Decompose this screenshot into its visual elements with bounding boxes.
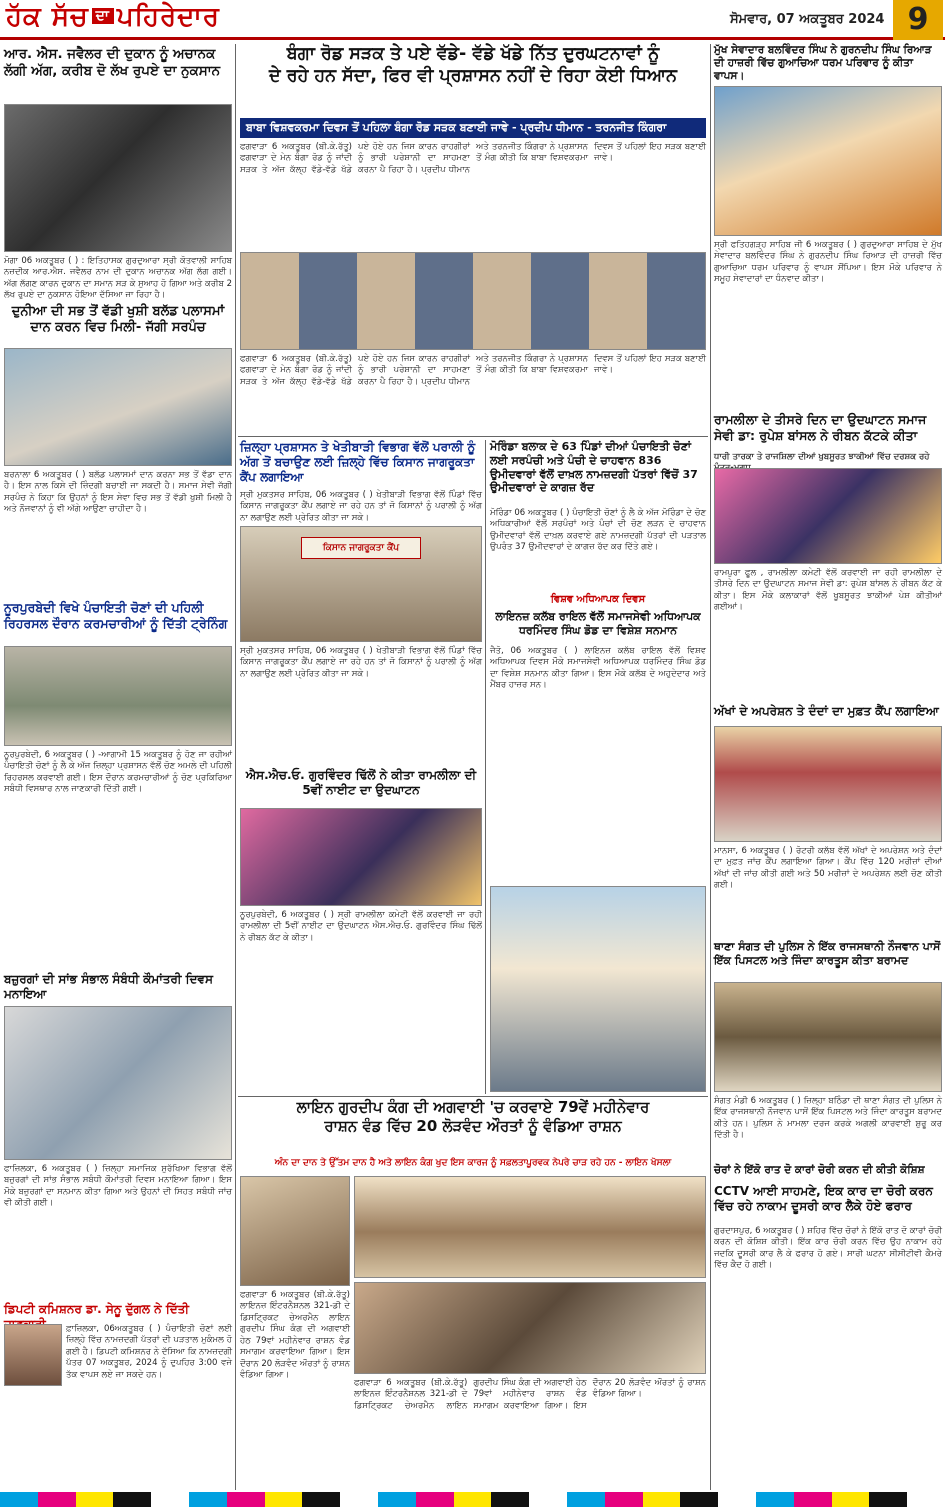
story-ration-headline-line2: ਰਾਸ਼ਨ ਵੰਡ ਵਿੱਚ 20 ਲੋੜਵੰਦ ਔਰਤਾਂ ਨੂੰ ਵੰਡਿਆ ਰਾਸ਼ਨ	[324, 1116, 622, 1135]
story-nominations-body: ਮੋਰਿੰਡਾ 06 ਅਕਤੂਬਰ ( ) ਪੰਚਾਇਤੀ ਚੋਣਾਂ ਨੂੰ ਲੈ ਕੇ ਅੱਜ ਮੋਰਿੰਡਾ ਦੇ ਚੋਣ ਅਧਿਕਾਰੀਆਂ ਵੱਲੋਂ ਸਰਪੰਚਾਂ ਅਤੇ ਪੰਚਾਂ ਦੀ ਚੋਣ ਲੜਨ ਦੇ ਚਾਹਵਾਨ ਉਮੀਦਵਾਰਾਂ ਵੱਲੋਂ ਦਾਖ਼ਲ ਕਰਵਾਏ ਗਏ ਨਾਮਜ਼ਦਗੀ ਪੱਤਰਾਂ ਦੀ ਪੜਤਾਲ ਉਪਰੰਤ 37 ਉਮੀਦਵਾਰਾਂ ਦੇ ਕਾਗਜ਼ ਰੱਦ ਕਰ ਦਿੱਤੇ ਗਏ।	[490, 508, 706, 553]
registration-swatch	[302, 1492, 340, 1507]
story-dharam-body: ਸ੍ਰੀ ਫਤਿਹਗੜ੍ਹ ਸਾਹਿਬ ਜੀ 6 ਅਕਤੂਬਰ ( ) ਗੁਰਦੁਆਰਾ ਸਾਹਿਬ ਦੇ ਮੁੱਖ ਸੇਵਾਦਾਰ ਬਲਵਿੰਦਰ ਸਿੰਘ ਨੇ ਗੁਰਨਦੀਪ ਸਿੰਘ ਰਿਆੜ ਦੀ ਹਾਜ਼ਰੀ ਵਿੱਚ ਗੁਆਚਿਆ ਧਰਮ ਪਰਿਵਾਰ ਨੂੰ ਵਾਪਸ ਸੌਂਪਿਆ। ਇਸ ਮੌਕੇ ਪਰਿਵਾਰ ਨੇ ਸਮੂਹ ਸੇਵਾਦਾਰਾਂ ਦਾ ਧੰਨਵਾਦ ਕੀਤਾ।	[714, 240, 942, 285]
story-police-headline: ਥਾਣਾ ਸੰਗਤ ਦੀ ਪੁਲਿਸ ਨੇ ਇੱਕ ਰਾਜਸਥਾਨੀ ਨੌਜਵਾਨ ਪਾਸੋਂ ਇੱਕ ਪਿਸਟਲ ਅਤੇ ਜਿੰਦਾ ਕਾਰਤੂਸ ਕੀਤਾ ਬਰਾਮਦ	[714, 940, 941, 967]
story-ramlila-day3-kicker: ਧਾਰੀ ਤਾਰਕਾ ਤੇ ਰਾਜਸ਼ਿਲਾ ਦੀਆਂ ਖੁਬਸੂਰਤ ਝਾਕੀਆਂ ਵਿੱਚ ਦਰਸ਼ਕ ਰਹੇ	[714, 452, 930, 462]
blood-donation-photo	[4, 348, 232, 466]
story-nominations-headline: ਮੋਰਿੰਡਾ ਬਲਾਕ ਦੇ 63 ਪਿੰਡਾਂ ਦੀਆਂ ਪੰਚਾਇਤੀ ਚੋਣਾਂ ਲਈ ਸਰਪੰਚੀ ਅਤੇ ਪੰਚੀ ਦੇ ਚਾਹਵਾਨ 836 ਉਮੀਦਵਾਰਾਂ ਵੱਲੋਂ ਦਾਖ਼ਲ ਨਾਮਜ਼ਦਗੀ ਪੱਤਰਾਂ ਵਿੱਚੋਂ 37 ਉਮੀਦਵਾਰਾਂ ਦੇ ਕਾਗਜ਼ ਰੱਦ	[490, 440, 698, 495]
registration-swatch	[113, 1492, 151, 1507]
story-ramlila-day3-headline-box	[714, 412, 942, 450]
registration-swatch	[680, 1492, 718, 1507]
column-divider	[710, 44, 711, 1490]
ration-photo-2	[354, 1176, 706, 1278]
main-story-body-cont: ਫਗਵਾੜਾ 6 ਅਕਤੂਬਰ (ਬੀ.ਕੇ.ਰੱਤੂ) ਫਗਵਾੜਾ ਦੇ ਮੇਨ ਬੰਗਾ ਰੋਡ ਨੂੰ ਜਾਂਦੀ ਸੜਕ ਤੇ ਅੱਜ ਕੱਲ੍ਹ ਵੱਡੇ-ਵੱਡੇ ਖੱਡੇ ਪਏ ਹੋਏ ਹਨ ਜਿਸ ਕਾਰਨ ਰਾਹਗੀਰਾਂ ਨੂੰ ਭਾਰੀ ਪਰੇਸ਼ਾਨੀ ਦਾ ਸਾਹਮਣਾ ਕਰਨਾ ਪੈ ਰਿਹਾ ਹੈ। ਪ੍ਰਦੀਪ ਧੀਮਾਨ ਅਤੇ ਤਰਨਜੀਤ ਕਿੰਗਰਾ ਨੇ ਪ੍ਰਸ਼ਾਸਨ ਤੋਂ ਮੰਗ ਕੀਤੀ ਕਿ ਬਾਬਾ ਵਿਸ਼ਵਕਰਮਾ ਦਿਵਸ ਤੋਂ ਪਹਿਲਾਂ ਇਹ ਸੜਕ ਬਣਾਈ ਜਾਵੇ।	[240, 354, 706, 387]
story-theft-body: ਗੁਰਦਾਸਪੁਰ, 6 ਅਕਤੂਬਰ ( ) ਸ਼ਹਿਰ ਵਿੱਚ ਚੋਰਾਂ ਨੇ ਇੱਕੋ ਰਾਤ ਦੋ ਕਾਰਾਂ ਚੋਰੀ ਕਰਨ ਦੀ ਕੋਸ਼ਿਸ਼ ਕੀਤੀ। ਇੱਕ ਕਾਰ ਚੋਰੀ ਕਰਨ ਵਿੱਚ ਉਹ ਨਾਕਾਮ ਰਹੇ ਜਦਕਿ ਦੂਸਰੀ ਕਾਰ ਲੈ ਕੇ ਫਰਾਰ ਹੋ ਗਏ। ਸਾਰੀ ਘਟਨਾ ਸੀਸੀਟੀਵੀ ਕੈਮਰੇ ਵਿੱਚ ਕੈਦ ਹੋ ਗਈ।	[714, 1226, 942, 1271]
story-theft-headline2-box	[714, 1184, 942, 1224]
registration-swatch	[0, 1492, 38, 1507]
main-kicker: ਬਾਬਾ ਵਿਸ਼ਵਕਰਮਾ ਦਿਵਸ ਤੋਂ ਪਹਿਲਾ ਬੰਗਾ ਰੋਡ ਸੜਕ ਬਣਾਈ ਜਾਵੇ - ਪ੍ਰਦੀਪ ਧੀਮਾਨ - ਤਰਨਜੀਤ ਕਿੰਗਰਾ	[240, 118, 706, 138]
story-teacher-body: ਜੈਤੋ, 06 ਅਕਤੂਬਰ ( ) ਲਾਇਨਜ਼ ਕਲੱਬ ਰਾਇਲ ਵੱਲੋਂ ਵਿਸ਼ਵ ਅਧਿਆਪਕ ਦਿਵਸ ਮੌਕੇ ਸਮਾਜਸੇਵੀ ਅਧਿਆਪਕ ਧਰਮਿੰਦਰ ਸਿੰਘ ਡੋਡ ਦਾ ਵਿਸ਼ੇਸ਼ ਸਨਮਾਨ ਕੀਤਾ ਗਿਆ। ਇਸ ਮੌਕੇ ਕਲੱਬ ਦੇ ਅਹੁਦੇਦਾਰ ਅਤੇ ਮੈਂਬਰ ਹਾਜ਼ਰ ਸਨ।	[490, 646, 706, 691]
main-story-portraits-photo	[240, 252, 706, 350]
registration-swatch	[832, 1492, 870, 1507]
column-divider	[485, 440, 486, 1094]
story-theft-headline1-box	[714, 1164, 942, 1182]
registration-swatch	[643, 1492, 681, 1507]
main-headline-line2: ਦੇ ਰਹੇ ਹਨ ਸੱਦਾ, ਫਿਰ ਵੀ ਪ੍ਰਸ਼ਾਸਨ ਨਹੀਂ ਦੇ ਰਿਹਾ ਕੋਈ ਧਿਆਨ	[269, 65, 677, 86]
story-eye-camp-body: ਮਾਨਸਾ, 6 ਅਕਤੂਬਰ ( ) ਰੋਟਰੀ ਕਲੱਬ ਵੱਲੋਂ ਅੱਖਾਂ ਦੇ ਅਪਰੇਸ਼ਨ ਅਤੇ ਦੰਦਾਂ ਦਾ ਮੁਫ਼ਤ ਜਾਂਚ ਕੈਂਪ ਲਗਾਇਆ ਗਿਆ। ਕੈਂਪ ਵਿੱਚ 120 ਮਰੀਜ਼ਾਂ ਦੀਆਂ ਅੱਖਾਂ ਦੀ ਜਾਂਚ ਕੀਤੀ ਗਈ ਅਤੇ 50 ਮਰੀਜ਼ਾਂ ਦੇ ਅਪਰੇਸ਼ਨ ਲਈ ਚੋਣ ਕੀਤੀ ਗਈ।	[714, 846, 942, 891]
story-training-body: ਨੂਰਪੁਰਬੇਦੀ, 6 ਅਕਤੂਬਰ ( ) -ਆਗਾਮੀ 15 ਅਕਤੂਬਰ ਨੂੰ ਹੋਣ ਜਾ ਰਹੀਆਂ ਪੰਚਾਇਤੀ ਚੋਣਾਂ ਨੂੰ ਲੈ ਕੇ ਅੱਜ ਜ਼ਿਲ੍ਹਾ ਪ੍ਰਸ਼ਾਸਨ ਵੱਲੋਂ ਚੋਣ ਅਮਲੇ ਦੀ ਪਹਿਲੀ ਰਿਹਰਸਲ ਕਰਵਾਈ ਗਈ। ਇਸ ਦੌਰਾਨ ਕਰਮਚਾਰੀਆਂ ਨੂੰ ਚੋਣ ਪ੍ਰਕਿਰਿਆ ਸਬੰਧੀ ਵਿਸਥਾਰ ਨਾਲ ਜਾਣਕਾਰੀ ਦਿੱਤੀ ਗਈ।	[4, 750, 232, 795]
registration-swatch	[38, 1492, 76, 1507]
story-eye-camp-headline: ਅੱਖਾਂ ਦੇ ਅਪਰੇਸ਼ਨ ਤੇ ਦੰਦਾਂ ਦਾ ਮੁਫ਼ਤ ਕੈਂਪ ਲਗਾਇਆ	[714, 704, 939, 718]
story-awareness-body: ਸ੍ਰੀ ਮੁਕਤਸਰ ਸਾਹਿਬ, 06 ਅਕਤੂਬਰ ( ) ਖੇਤੀਬਾੜੀ ਵਿਭਾਗ ਵੱਲੋਂ ਪਿੰਡਾਂ ਵਿੱਚ ਕਿਸਾਨ ਜਾਗਰੂਕਤਾ ਕੈਂਪ ਲਗਾਏ ਜਾ ਰਹੇ ਹਨ ਤਾਂ ਜੋ ਕਿਸਾਨਾਂ ਨੂੰ ਪਰਾਲੀ ਨੂੰ ਅੱਗ ਨਾ ਲਗਾਉਣ ਲਈ ਪ੍ਰੇਰਿਤ ਕੀਤਾ ਜਾ ਸਕੇ।	[240, 490, 482, 523]
story-theft-headline2: CCTV ਆਈ ਸਾਹਮਣੇ, ਇਕ ਕਾਰ ਦਾ ਚੋਰੀ ਕਰਨ ਵਿੱਚ ਰਹੇ ਨਾਕਾਮ ਦੂਸਰੀ ਕਾਰ ਲੈਕੇ ਹੋਏ ਫਰਾਰ	[714, 1184, 933, 1213]
registration-color-bar	[0, 1492, 945, 1507]
story-blood-body: ਬਰਨਾਲਾ 6 ਅਕਤੂਬਰ ( ) ਬਲੱਡ ਪਲਾਸਮਾਂ ਦਾਨ ਕਰਨਾ ਸਭ ਤੋਂ ਵੱਡਾ ਦਾਨ ਹੈ। ਇਸ ਨਾਲ ਕਿਸੇ ਦੀ ਜ਼ਿੰਦਗੀ ਬਚਾਈ ਜਾ ਸਕਦੀ ਹੈ। ਸਮਾਜ ਸੇਵੀ ਜੱਗੀ ਸਰਪੰਚ ਨੇ ਕਿਹਾ ਕਿ ਉਹਨਾਂ ਨੂੰ ਇਸ ਸੇਵਾ ਵਿਚ ਸਭ ਤੋਂ ਵੱਡੀ ਖੁਸ਼ੀ ਮਿਲੀ ਹੈ ਅਤੇ ਨੌਜਵਾਨਾਂ ਨੂੰ ਵੀ ਅੱਗੇ ਆਉਣਾ ਚਾਹੀਦਾ ਹੈ।	[4, 470, 232, 515]
registration-swatch	[227, 1492, 265, 1507]
registration-swatch	[491, 1492, 529, 1507]
story-ramlila-nite-headline: ਐਸ.ਐਚ.ਓ. ਗੁਰਵਿੰਦਰ ਢਿੱਲੋਂ ਨੇ ਕੀਤਾ ਰਾਮਲੀਲਾ ਦੀ 5ਵੀਂ ਨਾਈਟ ਦਾ ਉਦਘਾਟਨ	[245, 768, 477, 797]
story-teacher-kicker-box	[490, 594, 706, 608]
logo-mid: ਦਾ	[92, 8, 114, 24]
story-awareness-headline: ਜ਼ਿਲ੍ਹਾ ਪ੍ਰਸ਼ਾਸਨ ਤੇ ਖੇਤੀਬਾੜੀ ਵਿਭਾਗ ਵੱਲੋਂ ਪਰਾਲੀ ਨੂੰ ਅੱਗ ਤੋਂ ਬਚਾਉਣ ਲਈ ਜ਼ਿਲ੍ਹੇ ਵਿੱਚ ਕਿਸਾਨ ਜਾਗਰੂਕਤਾ ਕੈਂਪ ਲਗਾਇਆ	[240, 440, 476, 484]
story-ration-headline-box	[240, 1098, 706, 1158]
fire-photo	[4, 104, 232, 252]
registration-swatch	[869, 1492, 907, 1507]
registration-swatch	[189, 1492, 227, 1507]
story-training-headline: ਨੂਰਪੁਰਬੇਦੀ ਵਿਖੇ ਪੰਚਾਇਤੀ ਚੋਣਾਂ ਦੀ ਪਹਿਲੀ ਰਿਹਰਸਲ ਦੌਰਾਨ ਕਰਮਚਾਰੀਆਂ ਨੂੰ ਦਿੱਤੀ ਟ੍ਰੇਨਿੰਗ	[4, 600, 228, 631]
story-dharam-headline-box	[714, 44, 942, 84]
logo-left: ਹੱਕ ਸੱਚ	[6, 2, 89, 32]
masthead	[0, 0, 945, 40]
story-elders-body: ਫਾਜ਼ਿਲਕਾ, 6 ਅਕਤੂਬਰ ( ) ਜ਼ਿਲ੍ਹਾ ਸਮਾਜਿਕ ਸੁਰੱਖਿਆ ਵਿਭਾਗ ਵੱਲੋਂ ਬਜ਼ੁਰਗਾਂ ਦੀ ਸਾਂਭ ਸੰਭਾਲ ਸਬੰਧੀ ਕੌਮਾਂਤਰੀ ਦਿਵਸ ਮਨਾਇਆ ਗਿਆ। ਇਸ ਮੌਕੇ ਬਜ਼ੁਰਗਾਂ ਦਾ ਸਨਮਾਨ ਕੀਤਾ ਗਿਆ ਅਤੇ ਉਹਨਾਂ ਦੀ ਸਿਹਤ ਸਬੰਧੀ ਜਾਂਚ ਵੀ ਕੀਤੀ ਗਈ।	[4, 1164, 232, 1209]
story-dc-headline: ਡਿਪਟੀ ਕਮਿਸ਼ਨਰ ਡਾ. ਸੇਨੂ ਦੁੱਗਲ ਨੇ ਦਿੱਤੀ	[4, 1302, 189, 1316]
registration-swatch	[529, 1492, 567, 1507]
story-ramlila-nite-body: ਨੂਰਪੁਰਬੇਦੀ, 6 ਅਕਤੂਬਰ ( ) ਸ੍ਰੀ ਰਾਮਲੀਲਾ ਕਮੇਟੀ ਵੱਲੋਂ ਕਰਵਾਈ ਜਾ ਰਹੀ ਰਾਮਲੀਲਾ ਦੀ 5ਵੀਂ ਨਾਈਟ ਦਾ ਉਦਘਾਟਨ ਐਸ.ਐਚ.ਓ. ਗੁਰਵਿੰਦਰ ਸਿੰਘ ਢਿੱਲੋਂ ਨੇ ਰੀਬਨ ਕੱਟ ਕੇ ਕੀਤਾ।	[240, 910, 482, 943]
ration-photo-1	[240, 1176, 350, 1286]
registration-swatch	[340, 1492, 378, 1507]
story-ramlila-day3-headline: ਰਾਮਲੀਲਾ ਦੇ ਤੀਸਰੇ ਦਿਨ ਦਾ ਉਦਘਾਟਨ ਸਮਾਜ ਸੇਵੀ ਡਾ: ਰੁਪੇਸ਼ ਬਾਂਸਲ ਨੇ ਰੀਬਨ ਕੱਟਕੇ ਕੀਤਾ	[714, 412, 927, 443]
story-ration-body-cont: ਫਗਵਾੜਾ 6 ਅਕਤੂਬਰ (ਬੀ.ਕੇ.ਰੱਤੂ) ਲਾਇਨਜ਼ ਇੰਟਰਨੈਸ਼ਨਲ 321-ਡੀ ਦੇ ਡਿਸਟ੍ਰਿਕਟ ਚੇਅਰਮੈਨ ਲਾਇਨ ਗੁਰਦੀਪ ਸਿੰਘ ਕੰਗ ਦੀ ਅਗਵਾਈ ਹੇਠ 79ਵਾਂ ਮਹੀਨੇਵਾਰ ਰਾਸ਼ਨ ਵੰਡ ਸਮਾਗਮ ਕਰਵਾਇਆ ਗਿਆ। ਇਸ ਦੌਰਾਨ 20 ਲੋੜਵੰਦ ਔਰਤਾਂ ਨੂੰ ਰਾਸ਼ਨ ਵੰਡਿਆ ਗਿਆ।	[354, 1378, 706, 1411]
registration-swatch	[378, 1492, 416, 1507]
registration-swatch	[756, 1492, 794, 1507]
police-recovery-photo	[714, 982, 942, 1092]
story-dharam-headline: ਮੁੱਖ ਸੇਵਾਦਾਰ ਬਲਵਿੰਦਰ ਸਿੰਘ ਨੇ ਗੁਰਨਦੀਪ ਸਿੰਘ ਰਿਆੜ ਦੀ ਹਾਜ਼ਰੀ ਵਿੱਚ ਗੁਆਚਿਆ ਧਰਮ ਪਰਿਵਾਰ ਨੂੰ ਕੀਤਾ ਵਾਪਸ।	[714, 44, 932, 83]
dc-portrait-photo	[4, 1324, 62, 1386]
story-police-headline-box	[714, 940, 942, 980]
story-elders-headline-box	[4, 972, 232, 1008]
awareness-camp-photo	[240, 526, 482, 642]
section-divider	[238, 436, 708, 437]
story-dc-headline-box	[4, 1302, 232, 1322]
story-teacher-kicker: ਵਿਸ਼ਵ ਅਧਿਆਪਕ ਦਿਵਸ	[550, 594, 646, 605]
story-awareness-headline-box	[240, 440, 482, 490]
main-story-body: ਫਗਵਾੜਾ 6 ਅਕਤੂਬਰ (ਬੀ.ਕੇ.ਰੱਤੂ) ਫਗਵਾੜਾ ਦੇ ਮੇਨ ਬੰਗਾ ਰੋਡ ਨੂੰ ਜਾਂਦੀ ਸੜਕ ਤੇ ਅੱਜ ਕੱਲ੍ਹ ਵੱਡੇ-ਵੱਡੇ ਖੱਡੇ ਪਏ ਹੋਏ ਹਨ ਜਿਸ ਕਾਰਨ ਰਾਹਗੀਰਾਂ ਨੂੰ ਭਾਰੀ ਪਰੇਸ਼ਾਨੀ ਦਾ ਸਾਹਮਣਾ ਕਰਨਾ ਪੈ ਰਿਹਾ ਹੈ। ਪ੍ਰਦੀਪ ਧੀਮਾਨ ਅਤੇ ਤਰਨਜੀਤ ਕਿੰਗਰਾ ਨੇ ਪ੍ਰਸ਼ਾਸਨ ਤੋਂ ਮੰਗ ਕੀਤੀ ਕਿ ਬਾਬਾ ਵਿਸ਼ਵਕਰਮਾ ਦਿਵਸ ਤੋਂ ਪਹਿਲਾਂ ਇਹ ਸੜਕ ਬਣਾਈ ਜਾਵੇ।	[240, 142, 706, 175]
story-ration-headline-line1: ਲਾਇਨ ਗੁਰਦੀਪ ਕੰਗ ਦੀ ਅਗਵਾਈ 'ਚ ਕਰਵਾਏ 79ਵੇਂ ਮਹੀਨੇਵਾਰ	[296, 1098, 650, 1116]
registration-swatch	[567, 1492, 605, 1507]
registration-swatch	[794, 1492, 832, 1507]
story-fire-headline: ਆਰ. ਐਸ. ਜਵੈਲਰ ਦੀ ਦੁਕਾਨ ਨੂੰ ਅਚਾਨਕ ਲੱਗੀ ਅੱਗ, ਕਰੀਬ ਦੋ ਲੱਖ ਰੁਪਏ ਦਾ ਨੁਕਸਾਨ	[4, 46, 221, 79]
column-divider	[235, 44, 236, 1490]
ramlila-day3-photo	[714, 468, 942, 564]
camp-banner-sign: ਕਿਸਾਨ ਜਾਗਰੂਕਤਾ ਕੈਂਪ	[301, 537, 421, 559]
elders-day-photo	[4, 1006, 232, 1160]
dharam-parivar-photo	[714, 86, 942, 236]
story-fire-headline-box	[4, 46, 232, 106]
story-dc-body: ਫ਼ਾਜ਼ਿਲਕਾ, 06ਅਕਤੂਬਰ ( ) ਪੰਚਾਇਤੀ ਚੋਣਾਂ ਲਈ ਜ਼ਿਲ੍ਹੇ ਵਿੱਚ ਨਾਮਜ਼ਦਗੀ ਪੱਤਰਾਂ ਦੀ ਪੜਤਾਲ ਮੁਕੰਮਲ ਹੋ ਗਈ ਹੈ। ਡਿਪਟੀ ਕਮਿਸ਼ਨਰ ਨੇ ਦੱਸਿਆ ਕਿ ਨਾਮਜ਼ਦਗੀ ਪੱਤਰ 07 ਅਕਤੂਬਰ, 2024 ਨੂੰ ਦੁਪਹਿਰ 3:00 ਵਜੇ ਤੱਕ ਵਾਪਸ ਲਏ ਜਾ ਸਕਦੇ ਹਨ।	[66, 1324, 232, 1380]
main-headline-box	[240, 44, 706, 116]
story-ramlila-day3-kicker-box	[714, 452, 942, 466]
newspaper-logo	[6, 2, 220, 33]
story-theft-headline1: ਚੋਰਾਂ ਨੇ ਇੱਕੋ ਰਾਤ ਦੋ ਕਾਰਾਂ ਚੋਰੀ ਕਰਨ ਦੀ ਕੀਤੀ ਕੋਸ਼ਿਸ਼	[714, 1164, 925, 1176]
story-blood-headline: ਦੁਨੀਆ ਦੀ ਸਭ ਤੋਂ ਵੱਡੀ ਖੁਸ਼ੀ ਬਲੱਡ ਪਲਾਸਮਾਂ ਦਾਨ ਕਰਨ ਵਿਚ ਮਿਲੀ- ਜੱਗੀ ਸਰਪੰਚ	[11, 304, 225, 336]
section-divider	[238, 1096, 708, 1097]
registration-swatch	[454, 1492, 492, 1507]
main-headline-line1: ਬੰਗਾ ਰੋਡ ਸੜਕ ਤੇ ਪਏ ਵੱਡੇ- ਵੱਡੇ ਖੱਡੇ ਨਿੱਤ ਦੁਰਘਟਨਾਵਾਂ ਨੂੰ	[286, 44, 660, 64]
page-number: 9	[893, 0, 943, 40]
registration-swatch	[151, 1492, 189, 1507]
registration-swatch	[416, 1492, 454, 1507]
story-eye-camp-headline-box	[714, 704, 942, 724]
registration-swatch	[605, 1492, 643, 1507]
story-ration-body: ਫਗਵਾੜਾ 6 ਅਕਤੂਬਰ (ਬੀ.ਕੇ.ਰੱਤੂ) ਲਾਇਨਜ਼ ਇੰਟਰਨੈਸ਼ਨਲ 321-ਡੀ ਦੇ ਡਿਸਟ੍ਰਿਕਟ ਚੇਅਰਮੈਨ ਲਾਇਨ ਗੁਰਦੀਪ ਸਿੰਘ ਕੰਗ ਦੀ ਅਗਵਾਈ ਹੇਠ 79ਵਾਂ ਮਹੀਨੇਵਾਰ ਰਾਸ਼ਨ ਵੰਡ ਸਮਾਗਮ ਕਰਵਾਇਆ ਗਿਆ। ਇਸ ਦੌਰਾਨ 20 ਲੋੜਵੰਦ ਔਰਤਾਂ ਨੂੰ ਰਾਸ਼ਨ ਵੰਡਿਆ ਗਿਆ।	[240, 1290, 350, 1381]
ramlila-nite-photo	[240, 808, 482, 906]
logo-right: ਪਹਿਰੇਦਾਰ	[116, 2, 220, 32]
registration-swatch	[265, 1492, 303, 1507]
story-nominations-headline-box	[490, 440, 706, 506]
story-teacher-headline-box	[490, 610, 706, 644]
story-ration-kicker-box	[240, 1158, 706, 1174]
story-fire-body: ਮੋਗਾ 06 ਅਕਤੂਬਰ ( ) : ਇਤਿਹਾਸਕ ਗੁਰਦੁਆਰਾ ਸ੍ਰੀ ਕੋਤਵਾਲੀ ਸਾਹਿਬ ਨਜ਼ਦੀਕ ਆਰ.ਐਸ. ਜਵੈਲਰ ਨਾਮ ਦੀ ਦੁਕਾਨ ਅਚਾਨਕ ਅੱਗ ਲੱਗ ਗਈ। ਅੱਗ ਲੱਗਣ ਕਾਰਨ ਦੁਕਾਨ ਦਾ ਸਮਾਨ ਸੜ ਕੇ ਸੁਆਹ ਹੋ ਗਿਆ ਅਤੇ ਕਰੀਬ 2 ਲੱਖ ਰੁਪਏ ਦਾ ਨੁਕਸਾਨ ਹੋਇਆ ਦੱਸਿਆ ਜਾ ਰਿਹਾ ਹੈ।	[4, 256, 232, 301]
story-ramlila-nite-headline-box	[240, 768, 482, 806]
dateline: ਸੋਮਵਾਰ, 07 ਅਕਤੂਬਰ 2024	[730, 12, 885, 27]
story-ramlila-day3-body: ਰਾਮਪੁਰਾ ਫੂਲ , ਰਾਮਲੀਲਾ ਕਮੇਟੀ ਵੱਲੋਂ ਕਰਵਾਈ ਜਾ ਰਹੀ ਰਾਮਲੀਲਾ ਦੇ ਤੀਸਰੇ ਦਿਨ ਦਾ ਉਦਘਾਟਨ ਸਮਾਜ ਸੇਵੀ ਡਾ: ਰੁਪੇਸ਼ ਬਾਂਸਲ ਨੇ ਰੀਬਨ ਕੱਟ ਕੇ ਕੀਤਾ। ਇਸ ਮੌਕੇ ਕਲਾਕਾਰਾਂ ਵੱਲੋਂ ਖੂਬਸੂਰਤ ਝਾਕੀਆਂ ਪੇਸ਼ ਕੀਤੀਆਂ ਗਈਆਂ।	[714, 568, 942, 613]
teacher-honour-photo	[490, 886, 706, 1092]
registration-swatch	[907, 1492, 945, 1507]
story-police-body: ਸੰਗਤ ਮੰਡੀ 6 ਅਕਤੂਬਰ ( ) ਜ਼ਿਲ੍ਹਾ ਬਠਿੰਡਾ ਦੀ ਥਾਣਾ ਸੰਗਤ ਦੀ ਪੁਲਿਸ ਨੇ ਇੱਕ ਰਾਜਸਥਾਨੀ ਨੌਜਵਾਨ ਪਾਸੋਂ ਇੱਕ ਪਿਸਟਲ ਅਤੇ ਜਿੰਦਾ ਕਾਰਤੂਸ ਬਰਾਮਦ ਕੀਤੇ ਹਨ। ਪੁਲਿਸ ਨੇ ਮਾਮਲਾ ਦਰਜ ਕਰਕੇ ਅਗਲੀ ਕਾਰਵਾਈ ਸ਼ੁਰੂ ਕਰ ਦਿੱਤੀ ਹੈ।	[714, 1096, 942, 1141]
story-training-headline-box	[4, 600, 232, 644]
eye-camp-photo	[714, 726, 942, 842]
registration-swatch	[76, 1492, 114, 1507]
ration-photo-3	[354, 1282, 706, 1374]
story-blood-headline-box	[4, 304, 232, 348]
registration-swatch	[718, 1492, 756, 1507]
story-awareness-body-cont: ਸ੍ਰੀ ਮੁਕਤਸਰ ਸਾਹਿਬ, 06 ਅਕਤੂਬਰ ( ) ਖੇਤੀਬਾੜੀ ਵਿਭਾਗ ਵੱਲੋਂ ਪਿੰਡਾਂ ਵਿੱਚ ਕਿਸਾਨ ਜਾਗਰੂਕਤਾ ਕੈਂਪ ਲਗਾਏ ਜਾ ਰਹੇ ਹਨ ਤਾਂ ਜੋ ਕਿਸਾਨਾਂ ਨੂੰ ਪਰਾਲੀ ਨੂੰ ਅੱਗ ਨਾ ਲਗਾਉਣ ਲਈ ਪ੍ਰੇਰਿਤ ਕੀਤਾ ਜਾ ਸਕੇ।	[240, 646, 482, 679]
story-elders-headline: ਬਜ਼ੁਰਗਾਂ ਦੀ ਸਾਂਭ ਸੰਭਾਲ ਸੰਬੰਧੀ ਕੌਮਾਂਤਰੀ ਦਿਵਸ ਮਨਾਇਆ	[4, 972, 213, 1001]
story-teacher-headline: ਲਾਇਨਜ਼ ਕਲੱਬ ਰਾਇਲ ਵੱਲੋਂ ਸਮਾਜਸੇਵੀ ਅਧਿਆਪਕ ਧਰਮਿੰਦਰ ਸਿੰਘ ਡੋਡ ਦਾ ਵਿਸ਼ੇਸ਼ ਸਨਮਾਨ	[495, 610, 701, 637]
training-photo	[4, 646, 232, 746]
story-ration-kicker: ਅੰਨ ਦਾ ਦਾਨ ਤੇ ਉੱਤਮ ਦਾਨ ਹੈ ਅਤੇ ਲਾਇਨ ਕੰਗ ਖੁਦ ਇਸ ਕਾਰਜ ਨੂੰ ਸਫ਼ਲਤਾਪੂਰਵਕ ਨੇਪਰੇ ਚਾੜ ਰਹੇ ਹਨ - ਲਾਇਨ ਖੋਸਲਾ	[274, 1158, 672, 1168]
